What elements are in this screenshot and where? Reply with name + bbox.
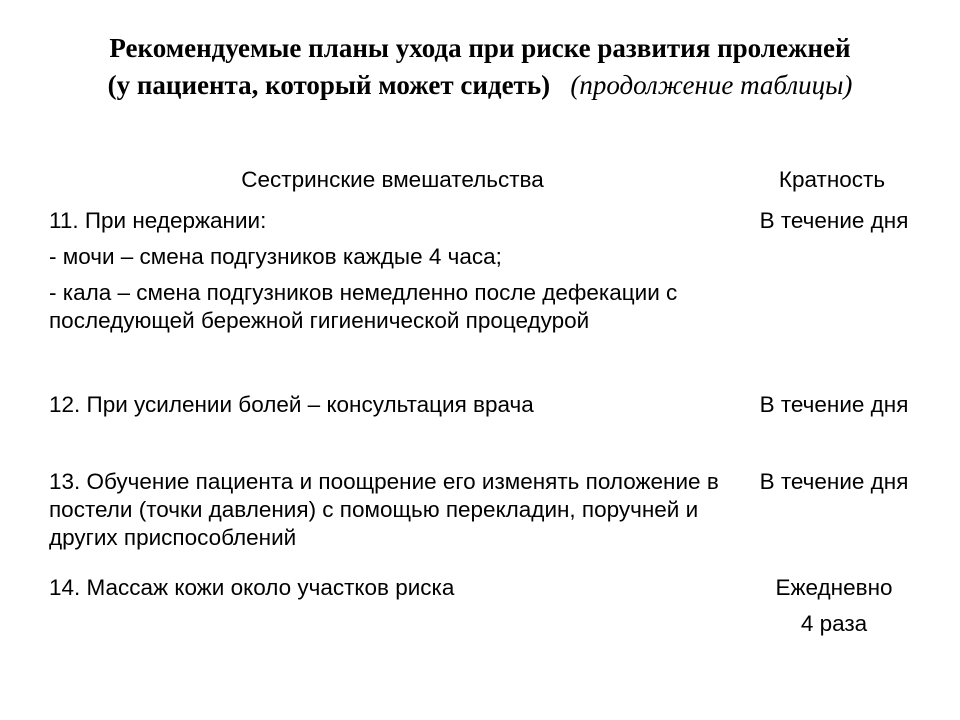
header-frequency: Кратность [778,167,886,192]
row-14-frequency-main: Ежедневно [775,575,893,600]
title-subject: (у пациента, который может сидеть) [107,70,551,100]
row-14-line-1: 14. Массаж кожи около участков риска [49,575,455,600]
table-row-14-frequency [754,574,914,638]
table-row-13-interventions [49,468,729,552]
table-row-12-frequency: В течение дня [759,392,909,417]
title-line-1: Рекомендуемые планы ухода при риске развития пролежней [109,33,851,63]
table-row-11-frequency: В течение дня [759,208,909,233]
row-11-line-3: - кала – смена подгузников немедленно после дефекации с последующей бережной гигиенической процедурой [49,280,678,333]
row-13-line-1: 13. Обучение пациента и поощрение его изменять положение в постели (точки давления) с помощью перекладин, поручней и других приспособлений [49,469,719,550]
title-line-2 [0,67,960,104]
title-continuation-note: (продолжение таблицы) [570,70,853,100]
table-row-12-interventions [49,391,729,419]
row-11-line-1: 11. При недержании: [49,208,267,233]
table-row-11-interventions [49,207,729,335]
header-interventions: Сестринские вмешательства [241,167,544,192]
table-row-13-frequency: В течение дня [759,469,909,494]
row-14-frequency-extra: 4 раза [800,611,868,636]
row-11-line-2: - мочи – смена подгузников каждые 4 часа; [49,244,502,269]
table-row-14-interventions [49,574,729,602]
page-title [0,30,960,104]
row-12-line-1: 12. При усилении болей – консультация врача [49,392,534,417]
